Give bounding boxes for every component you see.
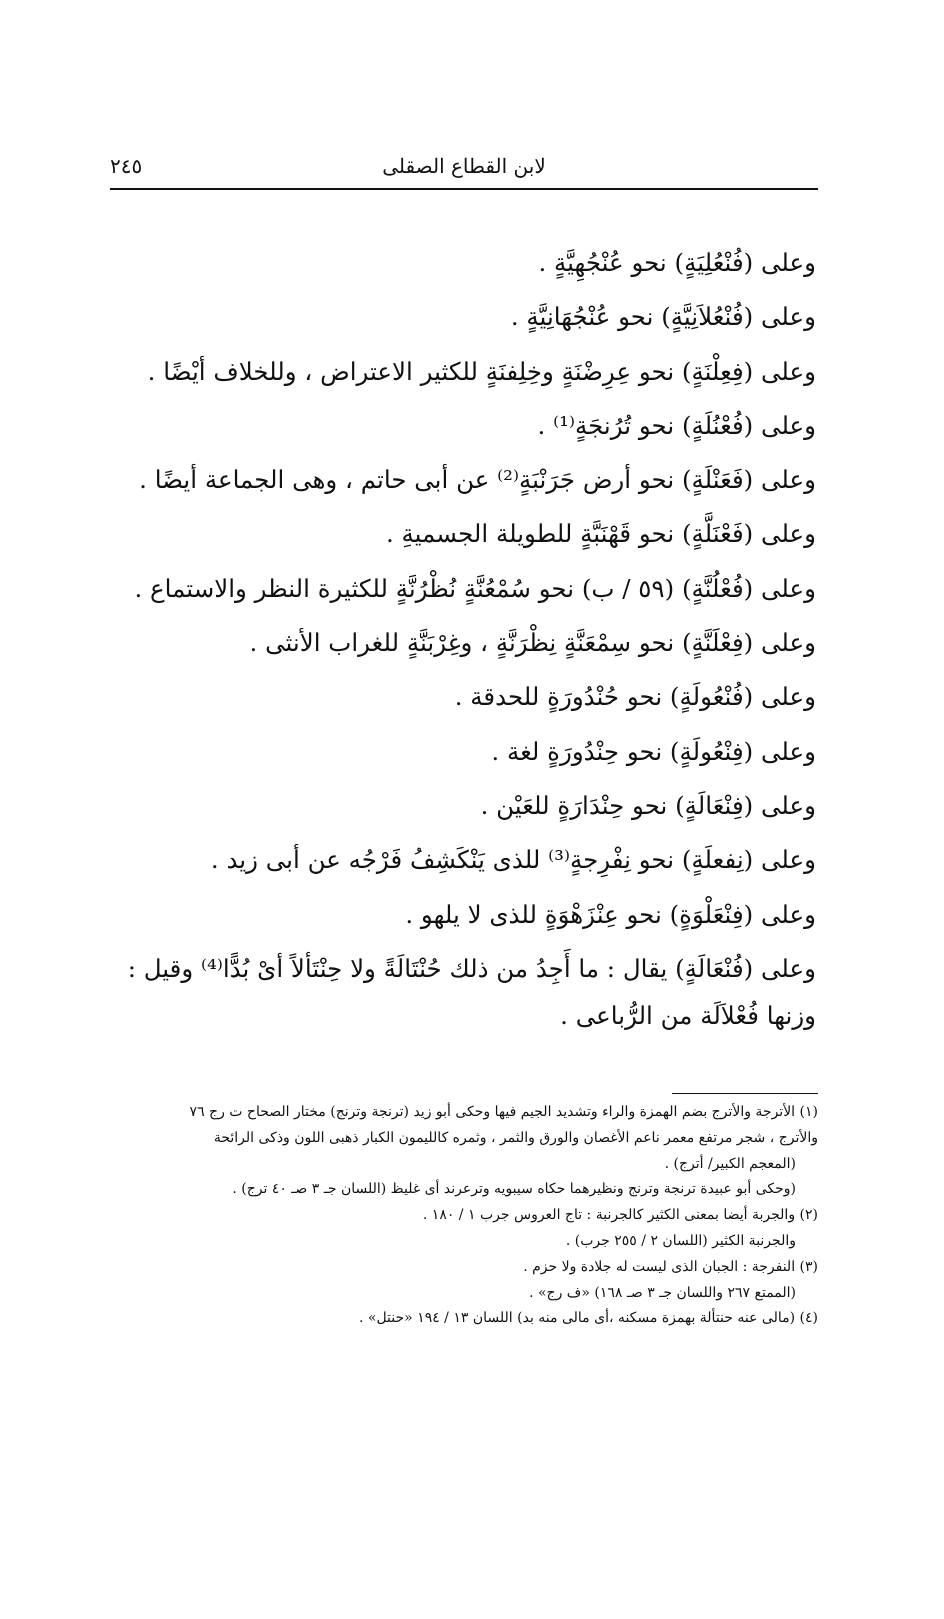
text-line: وعلى (فُنْعَالَةٍ) يقال : ما أَجِدُ من ذلك حُنْتَالَةً ولا حِنْتَألاً أىْ بُدًّا⁽⁴⁾ وقيل : (127, 953, 816, 983)
footnote-line: (٣) النفرجة : الجبان الذى ليست له جلادة ولا حزم . (523, 1258, 818, 1275)
text-line: وعلى (فَعْنَلَّةٍ) نحو قَهْنَبَّةٍ للطويلة الجسميةِ . (385, 519, 816, 549)
footnote-line: (وحكى أبو عبيدة ترنجة وترنج ونظيرهما حكاه سيبويه وترعرند أى غليظ (اللسان جـ ٣ صـ ٤٠ ترج) . (232, 1181, 796, 1198)
text-line: وزنها فُعْلاَلَة من الرُّباعى . (560, 1001, 816, 1031)
page-number: ٢٤٥ (110, 154, 143, 178)
footnote-line: (المعجم الكبير/ أترج) . (664, 1155, 796, 1172)
text-line: وعلى (نِفعلَةٍ) نحو نِفْرِجةٍ⁽³⁾ للذى يَنْكَشِفُ فَرْجُه عن أبى زيد . (210, 845, 816, 875)
text-line: وعلى (فِنْعَلْوَةٍ) نحو عِنْزَهْوَةٍ للذى لا يلهو . (405, 899, 816, 929)
text-line: وعلى (فُعْلُنَّةٍ) (٥٩ / ب) نحو سُمْعُنَّةٍ نُظْرُنَّةٍ للكثيرة النظر والاستماع . (134, 573, 816, 603)
footnote-line: (٢) والجربة أيضا بمعنى الكثير كالجرنبة : تاج العروس جرب ١ / ١٨٠ . (422, 1207, 818, 1224)
footnote-line: (٤) (مالى عنه حنتألة بهمزة مسكنه ،أى مالى منه بد) اللسان ١٣ / ١٩٤ «حنتل» . (358, 1310, 818, 1327)
text-line: وعلى (فُنْعُلِيَةٍ) نحو عُنْجُهِيَّةٍ . (538, 248, 816, 277)
footnote-line: (١) الأترجة والأترج بضم الهمزة والراء وتشديد الجيم فيها وحكى أبو زيد (ترنجة وترنج) مختار الصحاح ت رج ٧٦ (189, 1104, 818, 1120)
footnote-line: والأترج ، شجر مرتفع معمر ناعم الأغصان والورق والثمر ، وثمره كالليمون الكبار ذهبى اللون وذكى الرائحة (213, 1129, 818, 1146)
header-rule (110, 188, 818, 190)
running-title: لابن القطاع الصقلى (382, 154, 546, 178)
text-line: وعلى (فِنْعَالَةٍ) نحو حِنْدَارَةٍ للعَيْن . (480, 790, 816, 820)
footnote-rule (672, 1093, 818, 1094)
text-line: وعلى (فُنْعُولَةٍ) نحو حُنْدُورَةٍ للحدقة . (454, 682, 816, 712)
text-line: وعلى (فَعَنْلَةٍ) نحو أرض جَرَنْبَةٍ⁽²⁾ عن أبى حاتم ، وهى الجماعة أيضًا . (139, 465, 816, 495)
text-line: وعلى (فُنْعُلاَنِيَّةٍ) نحو عُنْجُهَانِيَّةٍ . (510, 302, 816, 332)
main-text (96, 236, 816, 1036)
text-line: وعلى (فِعْلَنَّةٍ) نحو سِمْعَنَّةٍ نِظْرَنَّةٍ ، وغِرْبَنَّةٍ للغراب الأنثى . (249, 628, 816, 658)
footnote-line: والجرنبة الكثير (اللسان ٢ / ٢٥٥ جرب) . (565, 1232, 796, 1249)
footnote-line: (الممتع ٢٦٧ واللسان جـ ٣ صـ ١٦٨) «ف رج» . (529, 1284, 796, 1301)
page-header (110, 152, 818, 190)
footnotes (104, 1100, 818, 1332)
text-line: وعلى (فِنْعُولَةٍ) نحو حِنْدُورَةٍ لغة . (491, 736, 816, 766)
text-line: وعلى (فُعْنُلَةٍ) نحو تُرُنجَةٍ⁽¹⁾ . (537, 410, 816, 440)
text-line: وعلى (فِعِلْنَةٍ) نحو عِرِضْنَةٍ وخِلِفنَةٍ للكثير الاعتراض ، وللخلاف أيْضًا . (147, 356, 816, 386)
